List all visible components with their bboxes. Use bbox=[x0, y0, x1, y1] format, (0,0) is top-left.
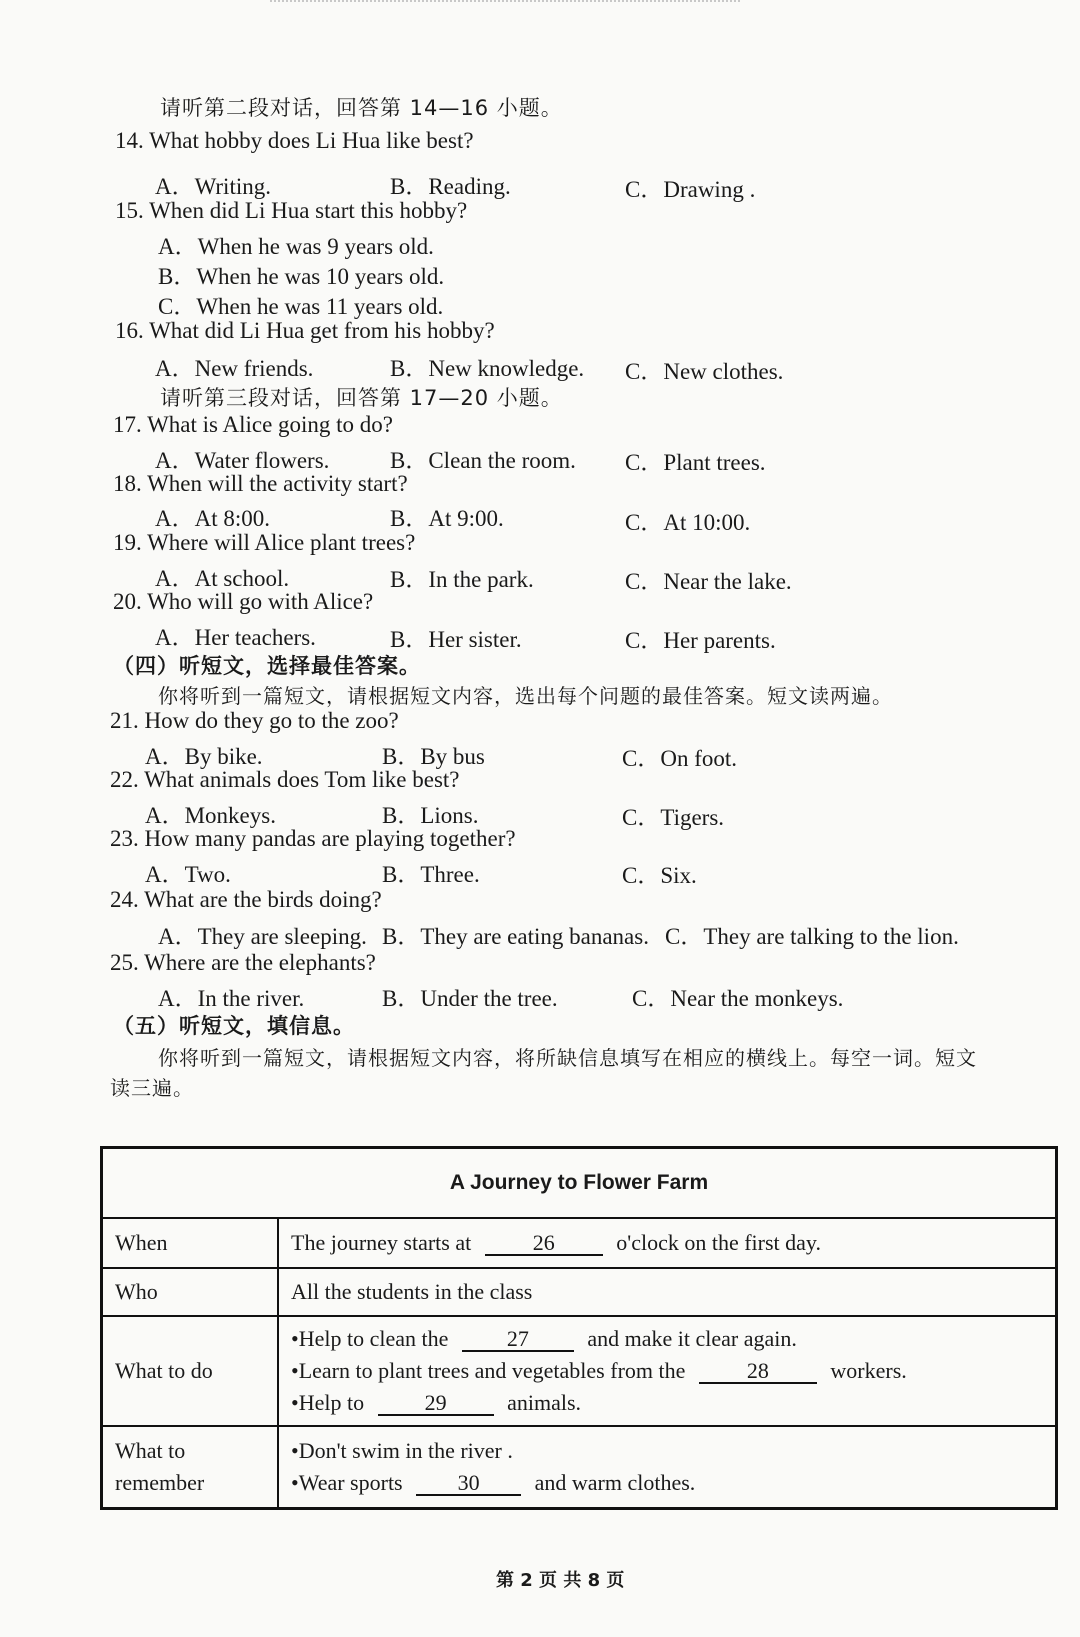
question-text: When did Li Hua start this hobby? bbox=[149, 198, 468, 223]
q17-option-a: A．Water flowers. bbox=[155, 448, 330, 473]
q19-option-c: C．Near the lake. bbox=[625, 569, 792, 594]
table-row-who bbox=[102, 1268, 1057, 1316]
question-25 bbox=[110, 950, 376, 976]
question-text: What is Alice going to do? bbox=[147, 412, 394, 437]
scan-top-edge bbox=[270, 0, 740, 10]
who-label: Who bbox=[102, 1268, 279, 1316]
rem2-text: •Wear sports bbox=[291, 1469, 403, 1495]
remember-line-1: •Don't swim in the river . bbox=[291, 1437, 513, 1463]
q21-option-b: B．By bus bbox=[382, 744, 485, 769]
question-text: Where will Alice plant trees? bbox=[147, 530, 416, 555]
q14-option-a: A．Writing. bbox=[155, 174, 271, 199]
q17-option-c: C．Plant trees. bbox=[625, 450, 766, 475]
table-title: A Journey to Flower Farm bbox=[102, 1148, 1057, 1219]
question-24 bbox=[110, 887, 382, 913]
section3-header: 请听第三段对话，回答第 17—20 小题。 bbox=[160, 386, 563, 410]
question-15 bbox=[115, 198, 467, 224]
remember-label bbox=[102, 1426, 279, 1508]
question-number: 22. bbox=[110, 767, 139, 792]
blank-27[interactable]: 27 bbox=[462, 1328, 574, 1352]
question-number: 16. bbox=[115, 318, 144, 343]
blank-26[interactable]: 26 bbox=[485, 1232, 603, 1256]
q23-option-b: B．Three. bbox=[382, 862, 480, 887]
q23-option-c: C．Six. bbox=[622, 863, 697, 888]
table-row-what-to-do bbox=[102, 1316, 1057, 1426]
q21-option-c: C．On foot. bbox=[622, 746, 737, 771]
q14-option-c: C．Drawing . bbox=[625, 177, 756, 202]
question-number: 14. bbox=[115, 128, 144, 153]
q15-option-c: C．When he was 11 years old. bbox=[158, 294, 444, 319]
table-row-when bbox=[102, 1218, 1057, 1268]
q20-option-a: A．Her teachers. bbox=[155, 625, 316, 650]
q16-option-c: C．New clothes. bbox=[625, 359, 784, 384]
q18-option-b: B．At 9:00. bbox=[390, 506, 504, 531]
q24-option-b: B．They are eating bananas. bbox=[382, 924, 649, 949]
question-text: What animals does Tom like best? bbox=[144, 767, 460, 792]
question-number: 19. bbox=[113, 530, 142, 555]
q18-option-c: C．At 10:00. bbox=[625, 510, 751, 535]
question-number: 18. bbox=[113, 471, 142, 496]
q20-option-c: C．Her parents. bbox=[625, 628, 776, 653]
q16-option-a: A．New friends. bbox=[155, 356, 314, 381]
question-text: How many pandas are playing together? bbox=[144, 826, 516, 851]
todo2-text-end: workers. bbox=[830, 1358, 907, 1383]
when-label: When bbox=[102, 1218, 279, 1268]
remember-label-line-2: remember bbox=[115, 1469, 205, 1495]
question-number: 24. bbox=[110, 887, 139, 912]
remember-cell bbox=[278, 1426, 1057, 1508]
q20-option-b: B．Her sister. bbox=[390, 627, 522, 652]
todo2-text: •Learn to plant trees and vegetables from the bbox=[291, 1358, 686, 1383]
part5-instruction-line1: 你将听到一篇短文，请根据短文内容，将所缺信息填写在相应的横线上。每空一词。短文 bbox=[158, 1046, 977, 1070]
section2-header: 请听第二段对话，回答第 14—16 小题。 bbox=[160, 96, 563, 120]
when-text-end: o'clock on the first day. bbox=[616, 1230, 821, 1255]
question-16 bbox=[115, 318, 495, 344]
todo-label: What to do bbox=[102, 1316, 279, 1426]
question-17 bbox=[113, 412, 393, 438]
todo3-text-end: animals. bbox=[507, 1390, 582, 1415]
q19-option-b: B．In the park. bbox=[390, 567, 534, 592]
info-table bbox=[100, 1146, 1058, 1510]
rem2-text-end: and warm clothes. bbox=[534, 1469, 696, 1495]
todo3-text: •Help to bbox=[291, 1390, 365, 1415]
q22-option-b: B．Lions. bbox=[382, 803, 479, 828]
q25-option-c: C．Near the monkeys. bbox=[632, 986, 844, 1011]
question-23 bbox=[110, 826, 516, 852]
todo-line-3 bbox=[291, 1387, 1043, 1419]
todo1-text: •Help to clean the bbox=[291, 1326, 449, 1351]
blank-28[interactable]: 28 bbox=[699, 1360, 817, 1384]
todo-cell bbox=[278, 1316, 1057, 1426]
q22-option-a: A．Monkeys. bbox=[145, 803, 276, 828]
q22-option-c: C．Tigers. bbox=[622, 805, 725, 830]
q14-option-b: B．Reading. bbox=[390, 174, 511, 199]
q23-option-a: A．Two. bbox=[145, 862, 231, 887]
q17-option-b: B．Clean the room. bbox=[390, 448, 576, 473]
todo-line-1 bbox=[291, 1323, 1043, 1355]
blank-29[interactable]: 29 bbox=[378, 1392, 494, 1416]
question-22 bbox=[110, 767, 460, 793]
remember-label-line-1: What to bbox=[115, 1437, 186, 1463]
when-cell bbox=[278, 1218, 1057, 1268]
question-text: What did Li Hua get from his hobby? bbox=[149, 318, 495, 343]
question-text: What are the birds doing? bbox=[144, 887, 382, 912]
question-18 bbox=[113, 471, 408, 497]
question-20 bbox=[113, 589, 373, 615]
q24-option-a: A．They are sleeping. bbox=[158, 924, 367, 949]
table-row-what-to-remember bbox=[102, 1426, 1057, 1508]
question-text: What hobby does Li Hua like best? bbox=[149, 128, 474, 153]
page-footer: 第 2 页 共 8 页 bbox=[496, 1570, 625, 1591]
q25-option-b: B．Under the tree. bbox=[382, 986, 558, 1011]
q25-option-a: A．In the river. bbox=[158, 986, 305, 1011]
question-text: Who will go with Alice? bbox=[147, 589, 374, 614]
todo1-text-end: and make it clear again. bbox=[587, 1326, 797, 1351]
question-number: 23. bbox=[110, 826, 139, 851]
question-text: How do they go to the zoo? bbox=[144, 708, 399, 733]
q18-option-a: A．At 8:00. bbox=[155, 506, 270, 531]
q15-option-a: A．When he was 9 years old. bbox=[158, 234, 434, 259]
q15-option-b: B．When he was 10 years old. bbox=[158, 264, 445, 289]
who-text: All the students in the class bbox=[278, 1268, 1057, 1316]
q21-option-a: A．By bike. bbox=[145, 744, 263, 769]
remember-line-2 bbox=[291, 1467, 1043, 1499]
part5-instruction-line2: 读三遍。 bbox=[110, 1076, 194, 1100]
part4-instruction: 你将听到一篇短文，请根据短文内容，选出每个问题的最佳答案。短文读两遍。 bbox=[158, 684, 893, 708]
question-number: 20. bbox=[113, 589, 142, 614]
q24-option-c: C．They are talking to the lion. bbox=[665, 924, 959, 949]
blank-30[interactable]: 30 bbox=[416, 1472, 521, 1496]
question-19 bbox=[113, 530, 415, 556]
when-text: The journey starts at bbox=[291, 1230, 472, 1255]
part4-title: （四）听短文，选择最佳答案。 bbox=[113, 654, 421, 678]
question-21 bbox=[110, 708, 399, 734]
question-text: Where are the elephants? bbox=[144, 950, 376, 975]
q19-option-a: A．At school. bbox=[155, 566, 290, 591]
question-number: 15. bbox=[115, 198, 144, 223]
part5-title: （五）听短文，填信息。 bbox=[113, 1014, 355, 1038]
question-number: 25. bbox=[110, 950, 139, 975]
question-number: 17. bbox=[113, 412, 142, 437]
todo-line-2 bbox=[291, 1355, 1043, 1387]
question-14 bbox=[115, 128, 474, 154]
q16-option-b: B．New knowledge. bbox=[390, 356, 585, 381]
question-number: 21. bbox=[110, 708, 139, 733]
question-text: When will the activity start? bbox=[147, 471, 408, 496]
